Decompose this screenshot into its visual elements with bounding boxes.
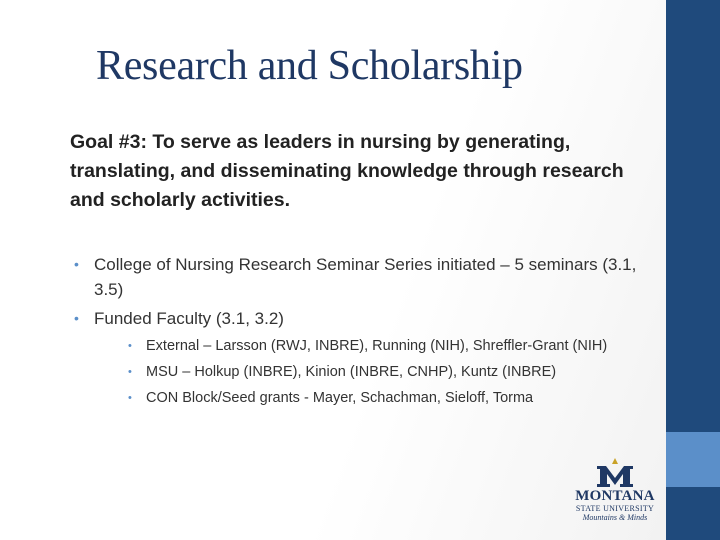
- bullet-text: College of Nursing Research Seminar Series initiated – 5 seminars (3.1, 3.5): [94, 255, 637, 299]
- sub-bullet-text: External – Larsson (RWJ, INBRE), Running (NIH), Shreffler-Grant (NIH): [146, 338, 608, 354]
- bullet-text: Funded Faculty (3.1, 3.2): [94, 309, 284, 328]
- sub-bullet-icon: •: [128, 392, 132, 404]
- bullet-item: [70, 306, 645, 411]
- sub-bullet-icon: •: [128, 366, 132, 378]
- bullet-icon: •: [74, 310, 79, 326]
- goal-statement: Goal #3: To serve as leaders in nursing by generating, translating, and disseminating knowledge through research and scholarly activities.: [70, 131, 624, 211]
- sidebar-accent-block: [666, 432, 720, 487]
- slide-title: Research and Scholarship: [96, 43, 523, 89]
- sub-bullet-text: MSU – Holkup (INBRE), Kinion (INBRE, CNHP), Kuntz (INBRE): [146, 364, 557, 380]
- sub-bullet-list: [126, 333, 645, 411]
- msu-m-logo-icon: [595, 458, 635, 488]
- montana-state-logo: [570, 458, 660, 534]
- logo-line-montana: MONTANA: [575, 488, 655, 504]
- bullet-list: [70, 252, 645, 415]
- sub-bullet-item: [126, 385, 645, 411]
- bullet-icon: •: [74, 256, 79, 272]
- bullet-item: [70, 252, 645, 302]
- logo-line-tagline: Mountains & Minds: [582, 513, 648, 522]
- sub-bullet-text: CON Block/Seed grants - Mayer, Schachman, Sieloff, Torma: [146, 390, 534, 406]
- sub-bullet-item: [126, 359, 645, 385]
- sub-bullet-icon: •: [128, 340, 132, 352]
- sub-bullet-item: [126, 333, 645, 359]
- logo-line-state-university: STATE UNIVERSITY: [575, 504, 655, 513]
